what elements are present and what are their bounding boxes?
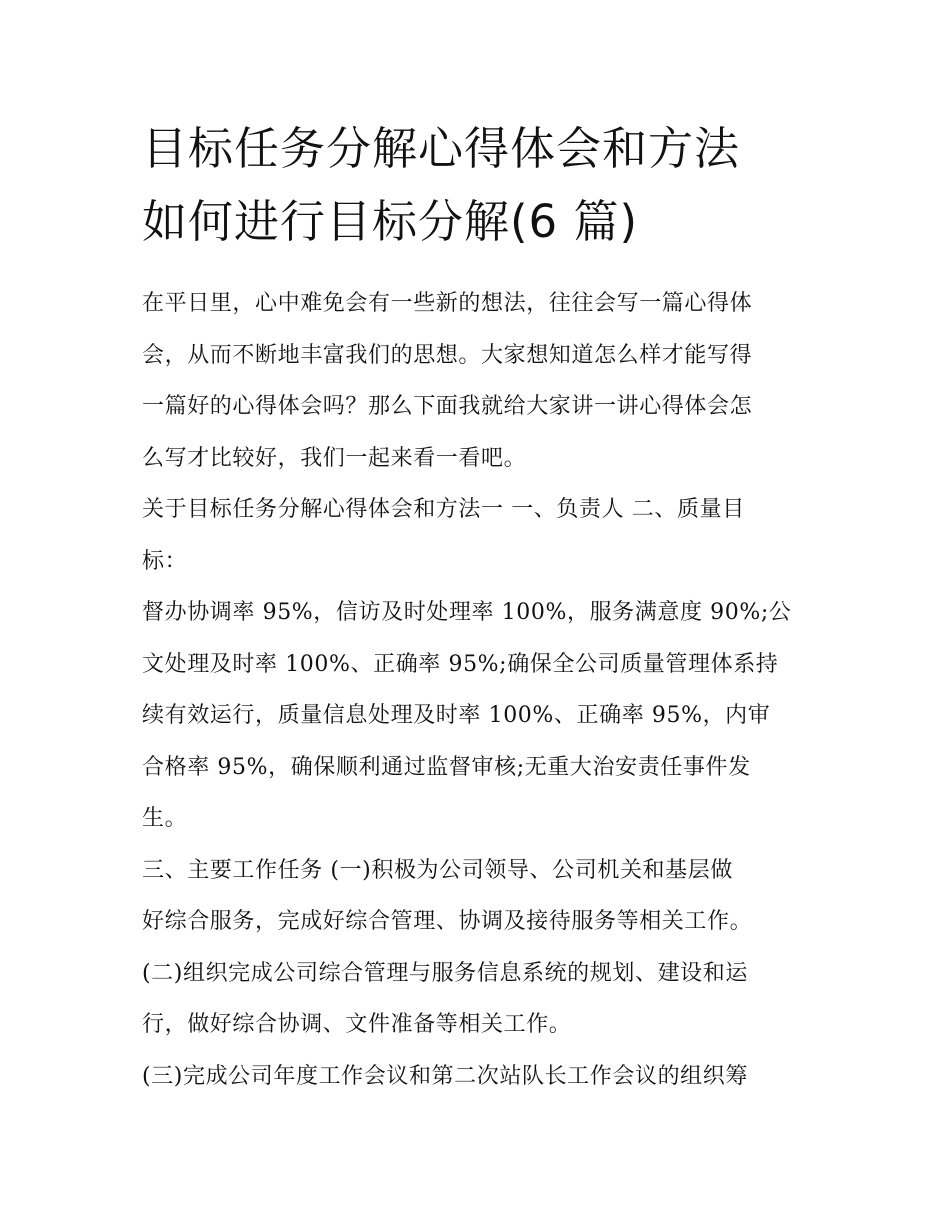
text-line: 文处理及时率 100%、正确率 95%;确保全公司质量管理体系持	[142, 651, 779, 677]
title-line-2: 如何进行目标分解(6 篇)	[142, 195, 639, 248]
paragraph-intro	[142, 278, 822, 484]
text-line: 标：	[142, 548, 188, 574]
text-line: 合格率 95%，确保顺利通过监督审核;无重大治安责任事件发	[142, 754, 751, 780]
text-line: 行，做好综合协调、文件准备等相关工作。	[142, 1012, 572, 1037]
document-body	[142, 278, 822, 1102]
paragraph-task-3	[142, 1051, 822, 1103]
text-line: 一篇好的心得体会吗？那么下面我就给大家讲一讲心得体会怎	[142, 394, 753, 419]
text-line: (二)组织完成公司综合管理与服务信息系统的规划、建设和运	[142, 960, 748, 986]
paragraph-quality-targets	[142, 587, 822, 845]
paragraph-main-tasks	[142, 845, 822, 948]
document-page	[142, 112, 822, 1102]
text-line: 续有效运行，质量信息处理及时率 100%、正确率 95%，内审	[142, 703, 771, 728]
document-title	[142, 112, 822, 258]
text-line: 关于目标任务分解心得体会和方法一 一、负责人 二、质量目	[142, 497, 745, 522]
text-line: 么写才比较好，我们一起来看一看吧。	[142, 445, 527, 471]
text-line: 在平日里，心中难免会有一些新的想法，往往会写一篇心得体	[142, 291, 753, 316]
text-line: 生。	[142, 806, 188, 831]
text-line: 好综合服务，完成好综合管理、协调及接待服务等相关工作。	[142, 909, 753, 934]
title-line-1: 目标任务分解心得体会和方法	[142, 122, 741, 175]
paragraph-task-2	[142, 948, 822, 1051]
text-line: 会，从而不断地丰富我们的思想。大家想知道怎么样才能写得	[142, 342, 753, 368]
text-line: (三)完成公司年度工作会议和第二次站队长工作会议的组织筹	[142, 1063, 748, 1089]
text-line: 三、主要工作任务 (一)积极为公司领导、公司机关和基层做	[142, 857, 733, 883]
text-line: 督办协调率 95%，信访及时处理率 100%，服务满意度 90%;公	[142, 600, 792, 625]
paragraph-section-heading	[142, 484, 822, 587]
